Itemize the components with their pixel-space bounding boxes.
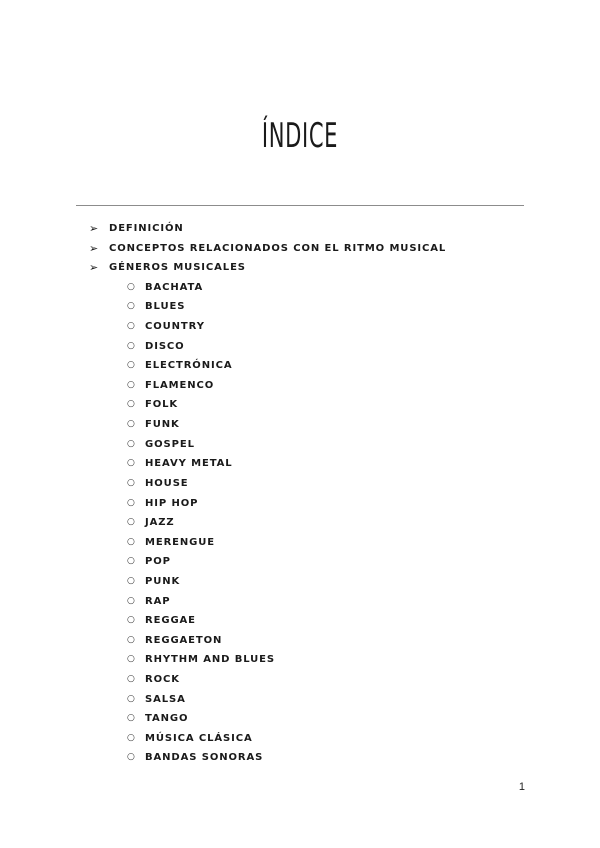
- toc-subitem[interactable]: [0, 297, 600, 317]
- toc-subitem[interactable]: [0, 670, 600, 690]
- toc-subitem[interactable]: [0, 454, 600, 474]
- toc-subitem[interactable]: [0, 748, 600, 768]
- toc-subitem[interactable]: [0, 592, 600, 612]
- toc-section-item[interactable]: [0, 239, 600, 259]
- toc-section-label: GÉNEROS MUSICALES: [109, 262, 246, 274]
- title-divider: [76, 205, 524, 206]
- table-of-contents: [0, 219, 600, 768]
- circle-bullet-icon: ○: [127, 693, 136, 704]
- toc-subitem-label: REGGAETON: [145, 634, 223, 646]
- circle-bullet-icon: ○: [127, 752, 136, 763]
- toc-subitem-label: SALSA: [145, 693, 186, 705]
- circle-bullet-icon: ○: [127, 556, 136, 567]
- toc-subitem[interactable]: [0, 395, 600, 415]
- toc-subitem[interactable]: [0, 435, 600, 455]
- arrowhead-bullet-icon: ➢: [89, 261, 100, 275]
- circle-bullet-icon: ○: [127, 281, 136, 292]
- toc-subitem[interactable]: [0, 513, 600, 533]
- toc-subitem[interactable]: [0, 317, 600, 337]
- toc-subitem-label: FLAMENCO: [145, 379, 215, 391]
- toc-subitem[interactable]: [0, 631, 600, 651]
- toc-subitem-label: MÚSICA CLÁSICA: [145, 732, 253, 744]
- circle-bullet-icon: ○: [127, 340, 136, 351]
- toc-subitem-label: REGGAE: [145, 615, 196, 627]
- toc-subitem-label: HIP HOP: [145, 497, 199, 509]
- toc-subitem-label: GOSPEL: [145, 438, 195, 450]
- circle-bullet-icon: ○: [127, 497, 136, 508]
- circle-bullet-icon: ○: [127, 536, 136, 547]
- toc-section-label: DEFINICIÓN: [109, 223, 184, 234]
- toc-subitem-label: BACHATA: [145, 281, 204, 293]
- toc-subitem-label: HOUSE: [145, 477, 189, 489]
- circle-bullet-icon: ○: [127, 634, 136, 645]
- arrowhead-bullet-icon: ➢: [89, 222, 100, 235]
- toc-section-item[interactable]: [0, 219, 600, 239]
- circle-bullet-icon: ○: [127, 477, 136, 488]
- toc-subitem[interactable]: [0, 376, 600, 396]
- toc-subitem-label: COUNTRY: [145, 321, 205, 333]
- toc-subitem-label: FOLK: [145, 399, 179, 411]
- toc-subitem-label: POP: [145, 556, 171, 568]
- circle-bullet-icon: ○: [127, 379, 136, 390]
- toc-subitem[interactable]: [0, 494, 600, 514]
- toc-subitem[interactable]: [0, 278, 600, 298]
- circle-bullet-icon: ○: [127, 360, 136, 371]
- circle-bullet-icon: ○: [127, 438, 136, 449]
- circle-bullet-icon: ○: [127, 399, 136, 410]
- toc-subitem[interactable]: [0, 552, 600, 572]
- toc-subitem[interactable]: [0, 690, 600, 710]
- circle-bullet-icon: ○: [127, 321, 136, 332]
- page-number: 1: [518, 781, 525, 793]
- toc-subitem-label: HEAVY METAL: [145, 458, 233, 470]
- toc-subitem[interactable]: [0, 709, 600, 729]
- toc-section-item[interactable]: [0, 258, 600, 278]
- toc-subitem-label: RHYTHM AND BLUES: [145, 654, 276, 666]
- circle-bullet-icon: ○: [127, 517, 136, 528]
- circle-bullet-icon: ○: [127, 575, 136, 586]
- circle-bullet-icon: ○: [127, 732, 136, 743]
- toc-subitem-label: MERENGUE: [145, 536, 216, 548]
- toc-subitem[interactable]: [0, 356, 600, 376]
- toc-subitem-label: FUNK: [145, 419, 180, 431]
- circle-bullet-icon: ○: [127, 713, 136, 724]
- arrowhead-bullet-icon: ➢: [89, 241, 100, 255]
- circle-bullet-icon: ○: [127, 595, 136, 606]
- toc-subitem-label: BLUES: [145, 301, 186, 313]
- circle-bullet-icon: ○: [127, 615, 136, 626]
- toc-subitem-label: PUNK: [145, 575, 181, 587]
- toc-subitem[interactable]: [0, 474, 600, 494]
- toc-subitem[interactable]: [0, 533, 600, 553]
- circle-bullet-icon: ○: [127, 654, 136, 665]
- toc-subitem-label: ELECTRÓNICA: [145, 360, 233, 372]
- toc-subitem[interactable]: [0, 611, 600, 631]
- circle-bullet-icon: ○: [127, 419, 136, 430]
- page-title: ÍNDICE: [261, 116, 339, 156]
- toc-subitem[interactable]: [0, 650, 600, 670]
- toc-subitem[interactable]: [0, 337, 600, 357]
- toc-subitem-label: BANDAS SONORAS: [145, 752, 264, 764]
- toc-subitem[interactable]: [0, 572, 600, 592]
- toc-subitem-label: DISCO: [145, 340, 185, 352]
- toc-subitem-label: TANGO: [145, 713, 189, 725]
- circle-bullet-icon: ○: [127, 458, 136, 469]
- toc-subitem[interactable]: [0, 729, 600, 749]
- circle-bullet-icon: ○: [127, 674, 136, 685]
- circle-bullet-icon: ○: [127, 301, 136, 312]
- toc-subitem-label: JAZZ: [145, 517, 175, 529]
- toc-subitem-label: RAP: [145, 595, 171, 607]
- toc-section-label: CONCEPTOS RELACIONADOS CON EL RITMO MUSICAL: [109, 242, 447, 254]
- toc-subitem[interactable]: [0, 415, 600, 435]
- toc-subitem-label: ROCK: [145, 674, 180, 686]
